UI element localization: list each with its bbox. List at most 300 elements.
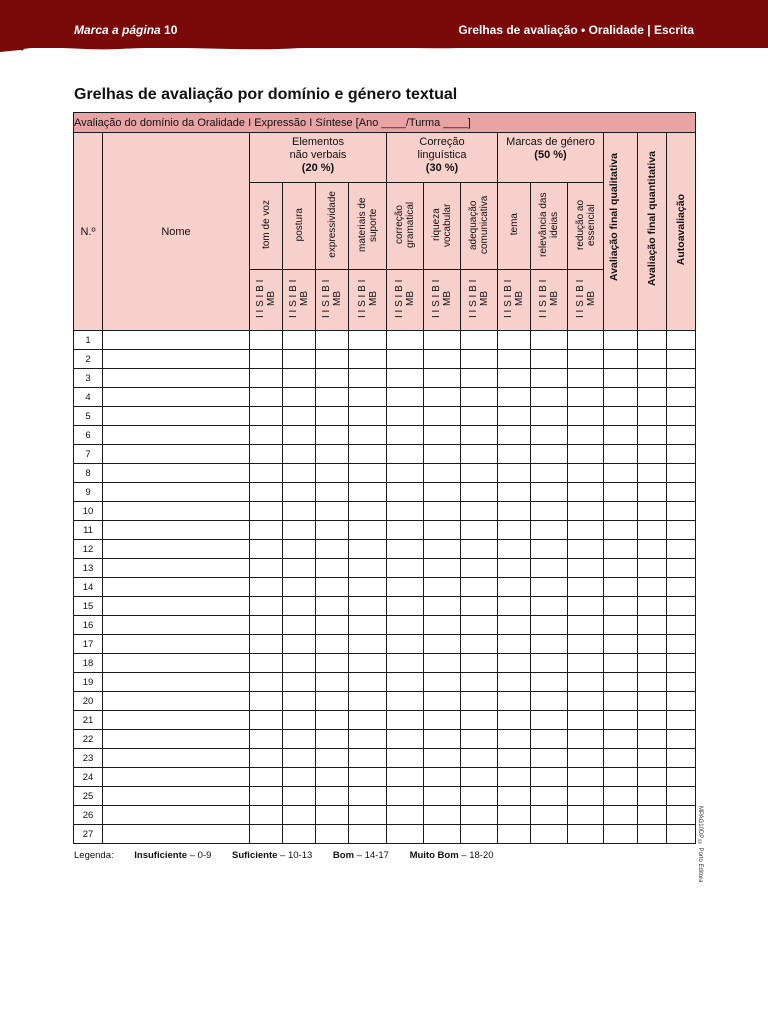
grade-cell[interactable] <box>498 483 531 502</box>
grade-cell[interactable] <box>461 388 498 407</box>
grade-cell[interactable] <box>316 711 349 730</box>
grade-cell[interactable] <box>531 445 568 464</box>
grade-cell[interactable] <box>568 692 604 711</box>
grade-cell[interactable] <box>461 502 498 521</box>
grade-cell[interactable] <box>531 711 568 730</box>
grade-cell[interactable] <box>638 692 667 711</box>
grade-cell[interactable] <box>424 787 461 806</box>
student-name-cell[interactable] <box>103 559 250 578</box>
grade-cell[interactable] <box>638 768 667 787</box>
student-name-cell[interactable] <box>103 692 250 711</box>
grade-cell[interactable] <box>283 483 316 502</box>
grade-cell[interactable] <box>604 692 638 711</box>
grade-cell[interactable] <box>638 787 667 806</box>
grade-cell[interactable] <box>387 388 424 407</box>
grade-cell[interactable] <box>498 464 531 483</box>
grade-cell[interactable] <box>568 350 604 369</box>
grade-cell[interactable] <box>638 540 667 559</box>
grade-cell[interactable] <box>667 654 696 673</box>
grade-cell[interactable] <box>638 654 667 673</box>
grade-cell[interactable] <box>461 559 498 578</box>
grade-cell[interactable] <box>667 787 696 806</box>
grade-cell[interactable] <box>250 331 283 350</box>
grade-cell[interactable] <box>250 673 283 692</box>
grade-cell[interactable] <box>349 749 387 768</box>
grade-cell[interactable] <box>568 369 604 388</box>
grade-cell[interactable] <box>316 806 349 825</box>
grade-cell[interactable] <box>667 825 696 844</box>
grade-cell[interactable] <box>461 768 498 787</box>
grade-cell[interactable] <box>316 483 349 502</box>
grade-cell[interactable] <box>667 369 696 388</box>
grade-cell[interactable] <box>531 426 568 445</box>
grade-cell[interactable] <box>638 711 667 730</box>
grade-cell[interactable] <box>387 673 424 692</box>
student-name-cell[interactable] <box>103 331 250 350</box>
grade-cell[interactable] <box>568 787 604 806</box>
grade-cell[interactable] <box>604 711 638 730</box>
grade-cell[interactable] <box>387 825 424 844</box>
grade-cell[interactable] <box>461 369 498 388</box>
grade-cell[interactable] <box>667 806 696 825</box>
student-name-cell[interactable] <box>103 768 250 787</box>
grade-cell[interactable] <box>283 331 316 350</box>
grade-cell[interactable] <box>250 711 283 730</box>
grade-cell[interactable] <box>316 369 349 388</box>
grade-cell[interactable] <box>667 749 696 768</box>
grade-cell[interactable] <box>604 483 638 502</box>
grade-cell[interactable] <box>531 464 568 483</box>
grade-cell[interactable] <box>250 825 283 844</box>
grade-cell[interactable] <box>283 464 316 483</box>
grade-cell[interactable] <box>498 559 531 578</box>
grade-cell[interactable] <box>461 806 498 825</box>
grade-cell[interactable] <box>461 711 498 730</box>
grade-cell[interactable] <box>568 502 604 521</box>
grade-cell[interactable] <box>424 806 461 825</box>
grade-cell[interactable] <box>316 559 349 578</box>
grade-cell[interactable] <box>387 502 424 521</box>
grade-cell[interactable] <box>387 578 424 597</box>
grade-cell[interactable] <box>498 426 531 445</box>
grade-cell[interactable] <box>498 711 531 730</box>
grade-cell[interactable] <box>498 388 531 407</box>
grade-cell[interactable] <box>638 521 667 540</box>
grade-cell[interactable] <box>349 654 387 673</box>
grade-cell[interactable] <box>387 540 424 559</box>
grade-cell[interactable] <box>461 407 498 426</box>
grade-cell[interactable] <box>498 825 531 844</box>
grade-cell[interactable] <box>250 787 283 806</box>
grade-cell[interactable] <box>387 768 424 787</box>
grade-cell[interactable] <box>316 597 349 616</box>
grade-cell[interactable] <box>349 578 387 597</box>
grade-cell[interactable] <box>424 597 461 616</box>
grade-cell[interactable] <box>316 692 349 711</box>
grade-cell[interactable] <box>461 445 498 464</box>
grade-cell[interactable] <box>604 597 638 616</box>
grade-cell[interactable] <box>531 825 568 844</box>
grade-cell[interactable] <box>498 616 531 635</box>
grade-cell[interactable] <box>461 730 498 749</box>
grade-cell[interactable] <box>568 464 604 483</box>
student-name-cell[interactable] <box>103 616 250 635</box>
grade-cell[interactable] <box>667 445 696 464</box>
grade-cell[interactable] <box>498 787 531 806</box>
grade-cell[interactable] <box>250 350 283 369</box>
grade-cell[interactable] <box>667 426 696 445</box>
grade-cell[interactable] <box>604 331 638 350</box>
grade-cell[interactable] <box>667 711 696 730</box>
grade-cell[interactable] <box>349 616 387 635</box>
grade-cell[interactable] <box>424 331 461 350</box>
grade-cell[interactable] <box>531 331 568 350</box>
grade-cell[interactable] <box>568 768 604 787</box>
grade-cell[interactable] <box>283 559 316 578</box>
grade-cell[interactable] <box>250 540 283 559</box>
grade-cell[interactable] <box>387 711 424 730</box>
grade-cell[interactable] <box>461 654 498 673</box>
grade-cell[interactable] <box>250 654 283 673</box>
grade-cell[interactable] <box>568 730 604 749</box>
grade-cell[interactable] <box>604 521 638 540</box>
grade-cell[interactable] <box>250 597 283 616</box>
grade-cell[interactable] <box>424 521 461 540</box>
grade-cell[interactable] <box>250 464 283 483</box>
grade-cell[interactable] <box>250 426 283 445</box>
grade-cell[interactable] <box>531 654 568 673</box>
grade-cell[interactable] <box>250 502 283 521</box>
grade-cell[interactable] <box>498 331 531 350</box>
grade-cell[interactable] <box>604 673 638 692</box>
grade-cell[interactable] <box>638 730 667 749</box>
grade-cell[interactable] <box>461 331 498 350</box>
student-name-cell[interactable] <box>103 483 250 502</box>
grade-cell[interactable] <box>461 578 498 597</box>
grade-cell[interactable] <box>531 369 568 388</box>
grade-cell[interactable] <box>283 768 316 787</box>
grade-cell[interactable] <box>424 654 461 673</box>
grade-cell[interactable] <box>638 502 667 521</box>
grade-cell[interactable] <box>283 388 316 407</box>
grade-cell[interactable] <box>250 369 283 388</box>
grade-cell[interactable] <box>283 635 316 654</box>
student-name-cell[interactable] <box>103 540 250 559</box>
grade-cell[interactable] <box>568 521 604 540</box>
grade-cell[interactable] <box>349 464 387 483</box>
grade-cell[interactable] <box>568 749 604 768</box>
grade-cell[interactable] <box>349 540 387 559</box>
grade-cell[interactable] <box>316 578 349 597</box>
grade-cell[interactable] <box>349 369 387 388</box>
grade-cell[interactable] <box>424 464 461 483</box>
grade-cell[interactable] <box>461 597 498 616</box>
grade-cell[interactable] <box>461 521 498 540</box>
grade-cell[interactable] <box>349 768 387 787</box>
grade-cell[interactable] <box>461 787 498 806</box>
grade-cell[interactable] <box>349 407 387 426</box>
grade-cell[interactable] <box>531 388 568 407</box>
grade-cell[interactable] <box>638 559 667 578</box>
student-name-cell[interactable] <box>103 388 250 407</box>
student-name-cell[interactable] <box>103 730 250 749</box>
student-name-cell[interactable] <box>103 787 250 806</box>
grade-cell[interactable] <box>424 578 461 597</box>
grade-cell[interactable] <box>568 407 604 426</box>
grade-cell[interactable] <box>568 388 604 407</box>
grade-cell[interactable] <box>568 711 604 730</box>
grade-cell[interactable] <box>604 559 638 578</box>
student-name-cell[interactable] <box>103 673 250 692</box>
grade-cell[interactable] <box>604 654 638 673</box>
grade-cell[interactable] <box>667 540 696 559</box>
grade-cell[interactable] <box>349 559 387 578</box>
grade-cell[interactable] <box>461 673 498 692</box>
grade-cell[interactable] <box>283 369 316 388</box>
grade-cell[interactable] <box>316 464 349 483</box>
grade-cell[interactable] <box>316 730 349 749</box>
grade-cell[interactable] <box>604 502 638 521</box>
grade-cell[interactable] <box>349 806 387 825</box>
grade-cell[interactable] <box>568 597 604 616</box>
grade-cell[interactable] <box>387 654 424 673</box>
grade-cell[interactable] <box>250 768 283 787</box>
grade-cell[interactable] <box>531 597 568 616</box>
grade-cell[interactable] <box>531 483 568 502</box>
grade-cell[interactable] <box>250 616 283 635</box>
grade-cell[interactable] <box>349 711 387 730</box>
grade-cell[interactable] <box>283 578 316 597</box>
grade-cell[interactable] <box>349 673 387 692</box>
grade-cell[interactable] <box>667 768 696 787</box>
grade-cell[interactable] <box>387 483 424 502</box>
grade-cell[interactable] <box>424 673 461 692</box>
student-name-cell[interactable] <box>103 521 250 540</box>
grade-cell[interactable] <box>387 521 424 540</box>
grade-cell[interactable] <box>604 616 638 635</box>
grade-cell[interactable] <box>424 730 461 749</box>
grade-cell[interactable] <box>604 464 638 483</box>
grade-cell[interactable] <box>316 616 349 635</box>
grade-cell[interactable] <box>283 711 316 730</box>
grade-cell[interactable] <box>498 369 531 388</box>
grade-cell[interactable] <box>638 350 667 369</box>
grade-cell[interactable] <box>498 521 531 540</box>
grade-cell[interactable] <box>316 350 349 369</box>
grade-cell[interactable] <box>387 692 424 711</box>
grade-cell[interactable] <box>531 749 568 768</box>
grade-cell[interactable] <box>531 502 568 521</box>
grade-cell[interactable] <box>498 578 531 597</box>
grade-cell[interactable] <box>667 635 696 654</box>
student-name-cell[interactable] <box>103 806 250 825</box>
grade-cell[interactable] <box>250 445 283 464</box>
grade-cell[interactable] <box>498 407 531 426</box>
grade-cell[interactable] <box>349 350 387 369</box>
grade-cell[interactable] <box>498 749 531 768</box>
grade-cell[interactable] <box>349 502 387 521</box>
grade-cell[interactable] <box>424 711 461 730</box>
student-name-cell[interactable] <box>103 635 250 654</box>
grade-cell[interactable] <box>283 730 316 749</box>
grade-cell[interactable] <box>531 559 568 578</box>
grade-cell[interactable] <box>424 445 461 464</box>
grade-cell[interactable] <box>604 787 638 806</box>
grade-cell[interactable] <box>604 635 638 654</box>
student-name-cell[interactable] <box>103 407 250 426</box>
grade-cell[interactable] <box>387 635 424 654</box>
grade-cell[interactable] <box>498 540 531 559</box>
student-name-cell[interactable] <box>103 578 250 597</box>
grade-cell[interactable] <box>638 388 667 407</box>
grade-cell[interactable] <box>349 483 387 502</box>
grade-cell[interactable] <box>461 540 498 559</box>
grade-cell[interactable] <box>568 616 604 635</box>
grade-cell[interactable] <box>424 635 461 654</box>
student-name-cell[interactable] <box>103 350 250 369</box>
student-name-cell[interactable] <box>103 369 250 388</box>
grade-cell[interactable] <box>498 445 531 464</box>
grade-cell[interactable] <box>667 692 696 711</box>
grade-cell[interactable] <box>667 388 696 407</box>
grade-cell[interactable] <box>250 749 283 768</box>
grade-cell[interactable] <box>638 825 667 844</box>
grade-cell[interactable] <box>498 597 531 616</box>
grade-cell[interactable] <box>667 578 696 597</box>
grade-cell[interactable] <box>461 464 498 483</box>
grade-cell[interactable] <box>283 654 316 673</box>
grade-cell[interactable] <box>387 787 424 806</box>
grade-cell[interactable] <box>568 825 604 844</box>
grade-cell[interactable] <box>604 825 638 844</box>
grade-cell[interactable] <box>638 749 667 768</box>
grade-cell[interactable] <box>316 635 349 654</box>
grade-cell[interactable] <box>498 654 531 673</box>
grade-cell[interactable] <box>424 559 461 578</box>
grade-cell[interactable] <box>638 578 667 597</box>
grade-cell[interactable] <box>424 407 461 426</box>
student-name-cell[interactable] <box>103 597 250 616</box>
grade-cell[interactable] <box>461 749 498 768</box>
grade-cell[interactable] <box>604 426 638 445</box>
grade-cell[interactable] <box>316 825 349 844</box>
grade-cell[interactable] <box>349 426 387 445</box>
grade-cell[interactable] <box>638 673 667 692</box>
grade-cell[interactable] <box>283 502 316 521</box>
grade-cell[interactable] <box>424 749 461 768</box>
student-name-cell[interactable] <box>103 464 250 483</box>
grade-cell[interactable] <box>604 730 638 749</box>
grade-cell[interactable] <box>638 369 667 388</box>
grade-cell[interactable] <box>424 502 461 521</box>
grade-cell[interactable] <box>283 616 316 635</box>
grade-cell[interactable] <box>316 388 349 407</box>
grade-cell[interactable] <box>638 464 667 483</box>
grade-cell[interactable] <box>604 540 638 559</box>
grade-cell[interactable] <box>498 692 531 711</box>
grade-cell[interactable] <box>667 502 696 521</box>
grade-cell[interactable] <box>667 521 696 540</box>
grade-cell[interactable] <box>638 407 667 426</box>
grade-cell[interactable] <box>568 445 604 464</box>
grade-cell[interactable] <box>349 730 387 749</box>
grade-cell[interactable] <box>638 616 667 635</box>
grade-cell[interactable] <box>424 350 461 369</box>
grade-cell[interactable] <box>316 521 349 540</box>
grade-cell[interactable] <box>667 407 696 426</box>
grade-cell[interactable] <box>250 483 283 502</box>
grade-cell[interactable] <box>349 388 387 407</box>
grade-cell[interactable] <box>604 749 638 768</box>
grade-cell[interactable] <box>568 540 604 559</box>
grade-cell[interactable] <box>316 673 349 692</box>
grade-cell[interactable] <box>424 692 461 711</box>
grade-cell[interactable] <box>349 787 387 806</box>
grade-cell[interactable] <box>498 673 531 692</box>
grade-cell[interactable] <box>424 768 461 787</box>
grade-cell[interactable] <box>531 635 568 654</box>
grade-cell[interactable] <box>568 654 604 673</box>
grade-cell[interactable] <box>531 521 568 540</box>
grade-cell[interactable] <box>387 616 424 635</box>
grade-cell[interactable] <box>667 730 696 749</box>
grade-cell[interactable] <box>568 673 604 692</box>
student-name-cell[interactable] <box>103 502 250 521</box>
grade-cell[interactable] <box>387 730 424 749</box>
grade-cell[interactable] <box>531 673 568 692</box>
grade-cell[interactable] <box>531 578 568 597</box>
grade-cell[interactable] <box>531 540 568 559</box>
grade-cell[interactable] <box>424 369 461 388</box>
grade-cell[interactable] <box>638 635 667 654</box>
grade-cell[interactable] <box>604 578 638 597</box>
grade-cell[interactable] <box>283 787 316 806</box>
student-name-cell[interactable] <box>103 749 250 768</box>
grade-cell[interactable] <box>667 616 696 635</box>
grade-cell[interactable] <box>461 426 498 445</box>
grade-cell[interactable] <box>667 673 696 692</box>
grade-cell[interactable] <box>498 768 531 787</box>
grade-cell[interactable] <box>667 597 696 616</box>
grade-cell[interactable] <box>316 768 349 787</box>
student-name-cell[interactable] <box>103 711 250 730</box>
grade-cell[interactable] <box>283 407 316 426</box>
grade-cell[interactable] <box>250 578 283 597</box>
grade-cell[interactable] <box>387 806 424 825</box>
grade-cell[interactable] <box>283 806 316 825</box>
grade-cell[interactable] <box>316 426 349 445</box>
grade-cell[interactable] <box>316 787 349 806</box>
grade-cell[interactable] <box>283 597 316 616</box>
grade-cell[interactable] <box>283 749 316 768</box>
grade-cell[interactable] <box>283 540 316 559</box>
grade-cell[interactable] <box>638 426 667 445</box>
student-name-cell[interactable] <box>103 825 250 844</box>
grade-cell[interactable] <box>316 502 349 521</box>
grade-cell[interactable] <box>316 749 349 768</box>
grade-cell[interactable] <box>316 540 349 559</box>
grade-cell[interactable] <box>531 350 568 369</box>
grade-cell[interactable] <box>638 445 667 464</box>
grade-cell[interactable] <box>568 483 604 502</box>
grade-cell[interactable] <box>461 350 498 369</box>
grade-cell[interactable] <box>283 673 316 692</box>
grade-cell[interactable] <box>250 806 283 825</box>
grade-cell[interactable] <box>461 825 498 844</box>
grade-cell[interactable] <box>283 426 316 445</box>
student-name-cell[interactable] <box>103 445 250 464</box>
grade-cell[interactable] <box>667 464 696 483</box>
